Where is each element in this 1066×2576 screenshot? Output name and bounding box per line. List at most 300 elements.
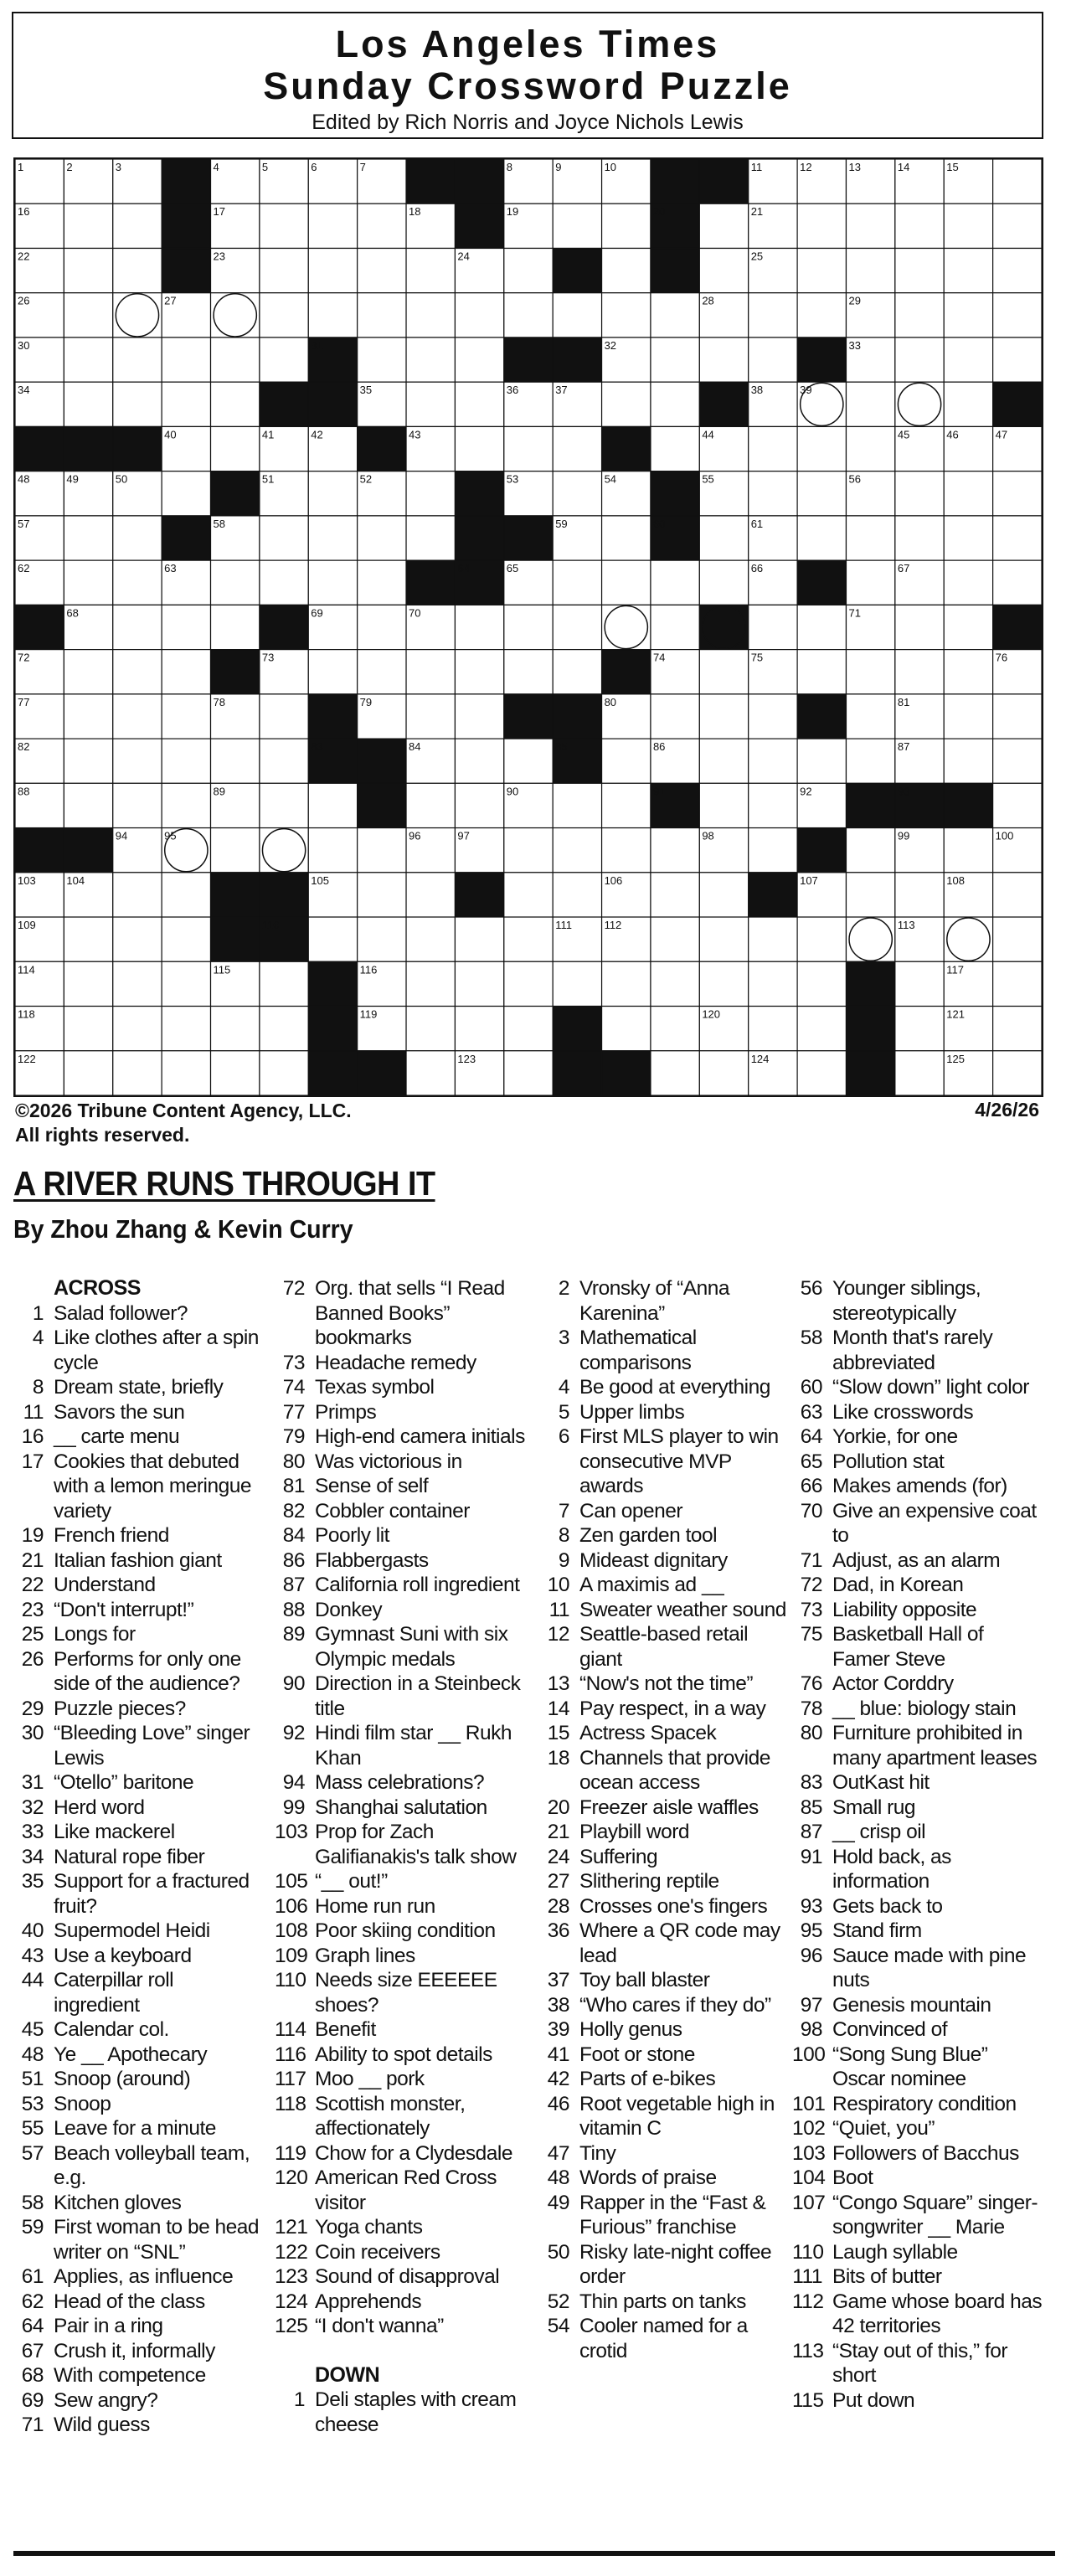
grid-cell[interactable]: [64, 516, 112, 560]
grid-block: [406, 159, 455, 204]
grid-cell[interactable]: [846, 650, 894, 694]
grid-cell[interactable]: [260, 1007, 308, 1051]
grid-cell[interactable]: [553, 873, 601, 917]
clue-text: Apprehends: [315, 2290, 422, 2313]
grid-cell[interactable]: [64, 560, 112, 605]
grid-cell[interactable]: [455, 961, 503, 1006]
grid-cell[interactable]: [895, 873, 944, 917]
grid-cell[interactable]: [602, 605, 651, 649]
cell-number: 115: [213, 963, 231, 976]
grid-cell[interactable]: [651, 873, 699, 917]
grid-cell[interactable]: [260, 1051, 308, 1095]
grid-cell[interactable]: [699, 917, 748, 961]
grid-cell[interactable]: [406, 650, 455, 694]
clue-number: 97: [800, 1993, 822, 2017]
grid-cell[interactable]: [895, 382, 944, 426]
grid-cell[interactable]: [602, 382, 651, 426]
copyright: [15, 1099, 352, 1147]
grid-cell[interactable]: [504, 650, 553, 694]
grid-cell[interactable]: [455, 1007, 503, 1051]
grid-cell[interactable]: [358, 560, 406, 605]
grid-cell[interactable]: [993, 1051, 1042, 1095]
grid-cell[interactable]: [406, 337, 455, 382]
grid-block: [602, 426, 651, 471]
clue-text: Headache remedy: [315, 1351, 476, 1374]
grid-cell[interactable]: [749, 694, 797, 739]
grid-cell[interactable]: [699, 337, 748, 382]
grid-cell[interactable]: [553, 204, 601, 248]
clue-number: 86: [282, 1548, 305, 1572]
grid-cell[interactable]: [651, 293, 699, 337]
grid-cell[interactable]: [211, 337, 260, 382]
grid-cell[interactable]: [406, 783, 455, 827]
grid-cell[interactable]: [162, 917, 210, 961]
grid-cell[interactable]: [846, 917, 894, 961]
grid-cell[interactable]: [749, 828, 797, 873]
grid-cell[interactable]: [64, 917, 112, 961]
grid-cell[interactable]: [113, 739, 162, 783]
grid-cell[interactable]: [602, 516, 651, 560]
clue-number: 76: [800, 1672, 822, 1695]
grid-cell[interactable]: [406, 1007, 455, 1051]
clue: [792, 1598, 1043, 1623]
grid-cell[interactable]: [308, 516, 357, 560]
grid-cell[interactable]: [406, 248, 455, 292]
grid-cell[interactable]: [699, 560, 748, 605]
grid-cell[interactable]: [455, 650, 503, 694]
grid-cell[interactable]: [211, 828, 260, 873]
grid-cell[interactable]: [64, 739, 112, 783]
clue-number: 9: [558, 1548, 569, 1572]
clue-number: 31: [21, 1771, 44, 1794]
grid-cell[interactable]: [162, 783, 210, 827]
grid-cell[interactable]: [993, 204, 1042, 248]
grid-cell[interactable]: [64, 783, 112, 827]
grid-cell[interactable]: [504, 961, 553, 1006]
grid-cell[interactable]: [797, 917, 846, 961]
grid-cell[interactable]: [211, 739, 260, 783]
grid-cell[interactable]: [699, 650, 748, 694]
grid-cell[interactable]: [113, 1051, 162, 1095]
grid-cell[interactable]: [944, 204, 992, 248]
grid-cell[interactable]: [113, 605, 162, 649]
grid-cell[interactable]: [455, 783, 503, 827]
grid-cell[interactable]: [993, 560, 1042, 605]
grid-cell[interactable]: [797, 605, 846, 649]
grid-cell[interactable]: [944, 917, 992, 961]
grid-cell[interactable]: [504, 739, 553, 783]
grid-cell[interactable]: [64, 248, 112, 292]
grid-cell[interactable]: [358, 873, 406, 917]
grid-cell[interactable]: [602, 293, 651, 337]
cell-number: 46: [946, 428, 959, 441]
grid-cell[interactable]: [846, 204, 894, 248]
grid-block: [993, 605, 1042, 649]
grid-cell[interactable]: [162, 605, 210, 649]
grid-cell[interactable]: [455, 739, 503, 783]
grid-cell[interactable]: [895, 605, 944, 649]
grid-cell[interactable]: [944, 471, 992, 516]
grid-cell[interactable]: [358, 828, 406, 873]
grid-cell[interactable]: [993, 159, 1042, 204]
grid-cell[interactable]: [406, 293, 455, 337]
grid-cell[interactable]: [504, 1007, 553, 1051]
grid-cell[interactable]: [602, 739, 651, 783]
grid-cell[interactable]: [846, 560, 894, 605]
grid-cell[interactable]: [895, 516, 944, 560]
grid-cell[interactable]: [993, 873, 1042, 917]
grid-cell[interactable]: [308, 783, 357, 827]
clue: [275, 1944, 530, 1969]
crossword-grid[interactable]: [13, 157, 1043, 1097]
grid-cell[interactable]: [797, 961, 846, 1006]
grid-cell[interactable]: [211, 382, 260, 426]
grid-cell[interactable]: [602, 204, 651, 248]
grid-cell[interactable]: [64, 650, 112, 694]
grid-cell[interactable]: [358, 516, 406, 560]
grid-cell[interactable]: [358, 917, 406, 961]
grid-cell[interactable]: [797, 293, 846, 337]
grid-cell[interactable]: [64, 382, 112, 426]
clue-text: __ crisp oil: [832, 1821, 926, 1843]
grid-cell[interactable]: [602, 1007, 651, 1051]
grid-cell[interactable]: [260, 204, 308, 248]
grid-cell[interactable]: [699, 783, 748, 827]
grid-cell[interactable]: [358, 293, 406, 337]
grid-cell[interactable]: [260, 248, 308, 292]
grid-cell[interactable]: [113, 560, 162, 605]
grid-cell[interactable]: [308, 828, 357, 873]
grid-cell[interactable]: [211, 560, 260, 605]
grid-cell[interactable]: [895, 248, 944, 292]
grid-cell[interactable]: [553, 828, 601, 873]
grid-cell[interactable]: [651, 961, 699, 1006]
grid-cell[interactable]: [162, 1051, 210, 1095]
grid-cell[interactable]: [260, 828, 308, 873]
grid-cell[interactable]: [113, 248, 162, 292]
grid-cell[interactable]: [651, 917, 699, 961]
grid-cell[interactable]: [308, 204, 357, 248]
grid-cell[interactable]: [846, 873, 894, 917]
grid-cell[interactable]: [895, 204, 944, 248]
grid-cell[interactable]: [797, 1007, 846, 1051]
grid-cell[interactable]: [846, 739, 894, 783]
clue: [13, 1573, 265, 1598]
grid-cell[interactable]: [553, 605, 601, 649]
grid-cell[interactable]: [64, 337, 112, 382]
grid-cell[interactable]: [113, 961, 162, 1006]
grid-cell[interactable]: [553, 961, 601, 1006]
grid-cell[interactable]: [602, 248, 651, 292]
grid-cell[interactable]: [797, 650, 846, 694]
grid-cell[interactable]: [797, 204, 846, 248]
grid-cell[interactable]: [113, 783, 162, 827]
grid-cell[interactable]: [64, 1051, 112, 1095]
grid-cell[interactable]: [211, 605, 260, 649]
grid-cell[interactable]: [504, 293, 553, 337]
grid-cell[interactable]: [113, 293, 162, 337]
grid-cell[interactable]: [651, 560, 699, 605]
grid-cell[interactable]: [699, 694, 748, 739]
clue-text: Mathematical comparisons: [579, 1327, 697, 1374]
clue-number: 19: [21, 1524, 44, 1547]
grid-cell[interactable]: [64, 961, 112, 1006]
grid-cell[interactable]: [504, 426, 553, 471]
grid-cell[interactable]: [846, 694, 894, 739]
grid-cell[interactable]: [406, 516, 455, 560]
grid-cell[interactable]: [113, 382, 162, 426]
grid-cell[interactable]: [749, 739, 797, 783]
grid-cell[interactable]: [699, 739, 748, 783]
grid-cell[interactable]: [651, 1007, 699, 1051]
grid-cell[interactable]: [699, 248, 748, 292]
grid-cell[interactable]: [944, 694, 992, 739]
clue-number: 67: [21, 2339, 44, 2362]
grid-cell[interactable]: [944, 739, 992, 783]
grid-cell[interactable]: [602, 961, 651, 1006]
clue-text: Head of the class: [54, 2290, 205, 2313]
cell-number: 106: [604, 873, 623, 887]
cell-number: 4: [213, 161, 219, 173]
grid-cell[interactable]: [797, 426, 846, 471]
grid-cell[interactable]: [308, 293, 357, 337]
grid-cell[interactable]: [944, 650, 992, 694]
grid-cell[interactable]: [406, 1051, 455, 1095]
grid-cell[interactable]: [553, 293, 601, 337]
grid-cell[interactable]: [113, 204, 162, 248]
grid-cell[interactable]: [797, 248, 846, 292]
grid-cell[interactable]: [260, 293, 308, 337]
grid-cell[interactable]: [895, 337, 944, 382]
grid-cell[interactable]: [602, 560, 651, 605]
grid-cell[interactable]: [455, 293, 503, 337]
grid-cell[interactable]: [895, 471, 944, 516]
grid-cell[interactable]: [749, 471, 797, 516]
grid-cell[interactable]: [455, 382, 503, 426]
grid-cell[interactable]: [993, 783, 1042, 827]
grid-cell[interactable]: [993, 917, 1042, 961]
grid-cell[interactable]: [162, 1007, 210, 1051]
grid-cell[interactable]: [944, 248, 992, 292]
grid-cell[interactable]: [699, 516, 748, 560]
grid-cell[interactable]: [602, 828, 651, 873]
grid-cell[interactable]: [651, 382, 699, 426]
cell-number: 74: [652, 651, 666, 664]
grid-cell[interactable]: [797, 739, 846, 783]
grid-cell[interactable]: [162, 650, 210, 694]
grid-cell[interactable]: [162, 382, 210, 426]
clue: [275, 1573, 530, 1598]
grid-cell[interactable]: [64, 694, 112, 739]
grid-cell[interactable]: [749, 605, 797, 649]
grid-cell[interactable]: [699, 873, 748, 917]
cell-number: 24: [457, 250, 470, 263]
grid-cell[interactable]: [504, 605, 553, 649]
grid-cell[interactable]: [358, 337, 406, 382]
grid-cell[interactable]: [944, 516, 992, 560]
grid-cell[interactable]: [406, 382, 455, 426]
grid-cell[interactable]: [651, 426, 699, 471]
grid-cell[interactable]: [260, 560, 308, 605]
grid-cell[interactable]: [406, 873, 455, 917]
grid-cell[interactable]: [993, 694, 1042, 739]
grid-cell[interactable]: [260, 783, 308, 827]
grid-cell[interactable]: [113, 650, 162, 694]
grid-cell[interactable]: [406, 694, 455, 739]
grid-cell[interactable]: [602, 783, 651, 827]
grid-cell[interactable]: [699, 1051, 748, 1095]
grid-cell[interactable]: [993, 516, 1042, 560]
grid-cell[interactable]: [553, 783, 601, 827]
grid-cell[interactable]: [113, 1007, 162, 1051]
grid-cell[interactable]: [260, 694, 308, 739]
grid-cell[interactable]: [749, 961, 797, 1006]
grid-cell[interactable]: [944, 337, 992, 382]
grid-cell[interactable]: [895, 1007, 944, 1051]
cell-number: 112: [604, 919, 622, 932]
clue: [13, 2388, 265, 2414]
grid-cell[interactable]: [651, 337, 699, 382]
grid-cell[interactable]: [64, 204, 112, 248]
cell-number: 42: [311, 428, 323, 441]
grid-cell[interactable]: [749, 783, 797, 827]
grid-cell[interactable]: [846, 382, 894, 426]
grid-cell[interactable]: [944, 293, 992, 337]
grid-cell[interactable]: [895, 293, 944, 337]
clue-number: 110: [275, 1969, 306, 1991]
grid-cell[interactable]: [846, 516, 894, 560]
clue: [792, 1993, 1043, 2018]
grid-cell[interactable]: [797, 471, 846, 516]
grid-cell[interactable]: [406, 917, 455, 961]
grid-cell[interactable]: [260, 337, 308, 382]
grid-cell[interactable]: [846, 248, 894, 292]
grid-cell[interactable]: [504, 248, 553, 292]
grid-cell[interactable]: [455, 605, 503, 649]
grid-cell[interactable]: [113, 694, 162, 739]
clue: [275, 1721, 530, 1770]
grid-cell[interactable]: [504, 873, 553, 917]
grid-cell[interactable]: [358, 204, 406, 248]
grid-cell[interactable]: [162, 694, 210, 739]
grid-cell[interactable]: [749, 337, 797, 382]
grid-cell[interactable]: [553, 426, 601, 471]
clue: [275, 1968, 530, 2017]
grid-cell[interactable]: [944, 382, 992, 426]
clue: [275, 2067, 530, 2092]
grid-cell[interactable]: [406, 961, 455, 1006]
grid-cell[interactable]: [797, 516, 846, 560]
grid-cell[interactable]: [260, 516, 308, 560]
grid-cell[interactable]: [651, 605, 699, 649]
clue-text: Sound of disapproval: [315, 2265, 500, 2288]
grid-cell[interactable]: [455, 694, 503, 739]
grid-cell[interactable]: [993, 248, 1042, 292]
grid-block: [993, 382, 1042, 426]
cell-number: 103: [18, 873, 36, 887]
grid-cell[interactable]: [211, 293, 260, 337]
grid-cell[interactable]: [113, 917, 162, 961]
grid-cell[interactable]: [553, 650, 601, 694]
grid-cell[interactable]: [162, 471, 210, 516]
cell-number: 90: [506, 785, 519, 798]
grid-cell[interactable]: [211, 1051, 260, 1095]
grid-cell[interactable]: [308, 248, 357, 292]
grid-cell[interactable]: [993, 961, 1042, 1006]
grid-cell[interactable]: [260, 739, 308, 783]
grid-cell[interactable]: [944, 560, 992, 605]
grid-cell[interactable]: [455, 337, 503, 382]
clue-text: Pollution stat: [832, 1450, 945, 1473]
grid-cell[interactable]: [993, 1007, 1042, 1051]
grid-cell[interactable]: [211, 426, 260, 471]
grid-cell[interactable]: [895, 1051, 944, 1095]
cell-number: 122: [18, 1052, 36, 1065]
grid-cell[interactable]: [358, 605, 406, 649]
grid-cell[interactable]: [895, 650, 944, 694]
clue-number: 3: [558, 1327, 569, 1349]
grid-cell[interactable]: [64, 1007, 112, 1051]
grid-cell[interactable]: [308, 917, 357, 961]
grid-cell[interactable]: [504, 1051, 553, 1095]
grid-cell[interactable]: [749, 293, 797, 337]
grid-cell[interactable]: [308, 560, 357, 605]
grid-cell[interactable]: [797, 1051, 846, 1095]
grid-cell[interactable]: [993, 471, 1042, 516]
grid-cell[interactable]: [699, 961, 748, 1006]
grid-cell[interactable]: [162, 739, 210, 783]
grid-cell[interactable]: [651, 694, 699, 739]
grid-cell[interactable]: [846, 426, 894, 471]
grid-cell[interactable]: [944, 828, 992, 873]
grid-cell[interactable]: [651, 1051, 699, 1095]
grid-cell[interactable]: [504, 828, 553, 873]
grid-cell[interactable]: [113, 516, 162, 560]
grid-cell[interactable]: [358, 650, 406, 694]
grid-cell[interactable]: [895, 961, 944, 1006]
grid-cell[interactable]: [455, 426, 503, 471]
grid-cell[interactable]: [211, 1007, 260, 1051]
grid-cell[interactable]: [993, 337, 1042, 382]
grid-cell[interactable]: [944, 605, 992, 649]
grid-cell[interactable]: [749, 917, 797, 961]
grid-cell[interactable]: [162, 961, 210, 1006]
grid-cell[interactable]: [553, 471, 601, 516]
grid-cell[interactable]: [699, 204, 748, 248]
clue: [539, 1869, 786, 1894]
grid-cell[interactable]: [260, 961, 308, 1006]
grid-cell[interactable]: [308, 471, 357, 516]
grid-cell[interactable]: [455, 917, 503, 961]
grid-cell[interactable]: [162, 873, 210, 917]
grid-cell[interactable]: [113, 337, 162, 382]
grid-cell[interactable]: [162, 337, 210, 382]
grid-cell[interactable]: [358, 248, 406, 292]
grid-cell[interactable]: [406, 471, 455, 516]
grid-cell[interactable]: [993, 739, 1042, 783]
grid-cell[interactable]: [64, 293, 112, 337]
grid-cell[interactable]: [553, 560, 601, 605]
grid-cell[interactable]: [504, 917, 553, 961]
grid-canvas[interactable]: [15, 159, 1042, 1095]
grid-cell[interactable]: [651, 828, 699, 873]
grid-cell[interactable]: [993, 293, 1042, 337]
grid-cell[interactable]: [113, 873, 162, 917]
grid-cell[interactable]: [749, 1007, 797, 1051]
grid-cell[interactable]: [749, 426, 797, 471]
grid-cell[interactable]: [308, 650, 357, 694]
grid-cell[interactable]: [846, 828, 894, 873]
